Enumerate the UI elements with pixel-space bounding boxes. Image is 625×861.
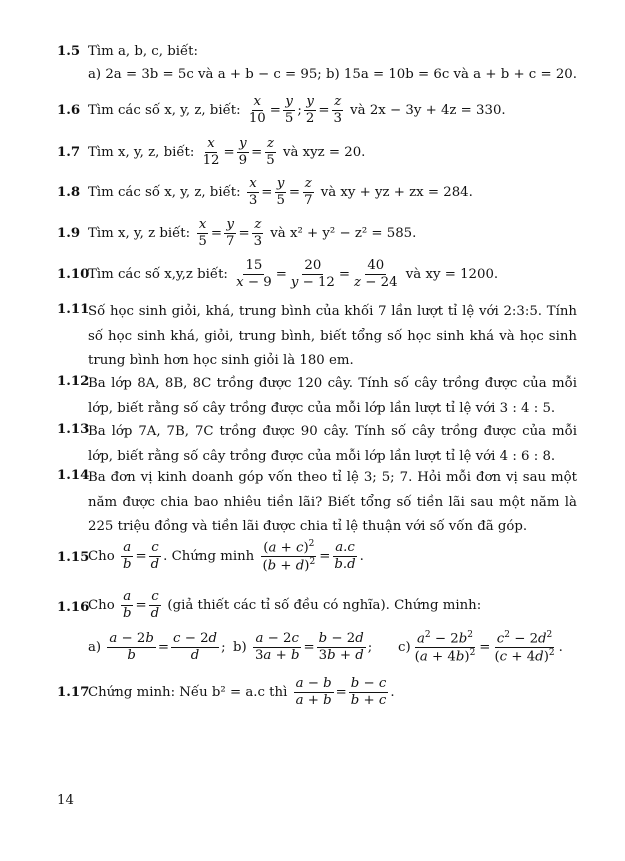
fraction: $\frac{c - 2d}{d}$ — [173, 631, 218, 664]
problem-number: 1.8 — [57, 185, 81, 200]
problem-text: Tìm các số x, y, z, biết: — [88, 102, 241, 118]
fraction: $\frac{y}{7}$ — [225, 217, 235, 249]
problem-number: 1.10 — [57, 267, 90, 282]
fraction: $\frac{a - 2b}{b}$ — [109, 631, 154, 664]
fraction: $\frac{z}{3}$ — [253, 217, 263, 249]
fraction: $\frac{y}{5}$ — [276, 176, 285, 208]
problem-body: Chứng minh: Nếu b² = a.c thì $\frac{a - b}{a + b}$ = $\frac{b - c}{b + c}$ . — [88, 676, 395, 708]
problem-number: 1.12 — [57, 374, 90, 389]
fraction: $\frac{z}{3}$ — [333, 94, 342, 126]
problem-body — [88, 44, 577, 82]
problem-condition: và x² + y² − z² = 585. — [270, 225, 417, 241]
problem-number: 1.7 — [57, 145, 81, 160]
problem-text: Tìm x, y, z biết: — [88, 225, 191, 241]
problem-number: 1.9 — [57, 226, 81, 241]
part-a: a) $\frac{a - 2b}{b}$ = $\frac{c - 2d}{d}$ ; — [88, 631, 226, 664]
problem-body: Cho $\frac{a}{b}$ = $\frac{c}{d}$ . Chứng minh $\frac{(a + c)^2}{(b + d)^2}$ = $\frac{a.c}{b.d}$ . — [88, 539, 364, 574]
fraction: $\frac{c}{d}$ — [150, 589, 160, 621]
part-c: c) $\frac{a^2 - 2b^2}{(a + 4b)^2}$ = $\frac{c^2 - 2d^2}{(c + 4d)^2}$ . — [398, 629, 563, 665]
problem-text: Tìm các số x, y, z, biết: — [88, 184, 241, 200]
problem-number: 1.6 — [57, 103, 81, 118]
problem-body: Tìm các số x, y, z, biết: $\frac{x}{3}$ = $\frac{y}{5}$ = $\frac{z}{7}$ và xy + yz + zx = 284. — [88, 176, 473, 208]
problem-text: Ba lớp 8A, 8B, 8C trồng được 120 cây. Tính số cây trồng được của mỗi lớp, biết rằng số cây trồng được của mỗi lớp lần lượt tỉ lệ với 3 : 4 : 5. — [88, 376, 577, 416]
problem-body: Cho $\frac{a}{b}$ = $\frac{c}{d}$ (giả thiết các tỉ số đều có nghĩa). Chứng minh: a) $\frac{a - 2b}{b}$ = $\frac{c - 2d}{d}$ ; b) $\frac{a - 2c}{3a + b}$ = $\frac{b - 2d}{3b + d}$ ; c) $\frac{a^2 - 2b^2}{(a + 4b)^2}$ = $\frac{c^2 - 2d^2}{(c + 4d)^2}$ . — [88, 589, 563, 665]
fraction: $\frac{b - 2d}{3b + d}$ — [318, 631, 364, 664]
fraction: $\frac{a - 2c}{3a + b}$ — [254, 631, 300, 664]
fraction: $\frac{20}{y - 12}$ — [290, 258, 335, 290]
problem-body: Tìm các số x,y,z biết: $\frac{15}{x - 9}$ = $\frac{20}{y - 12}$ = $\frac{40}{z - 24}$ và xy = 1200. — [88, 258, 499, 290]
fraction: $\frac{15}{x - 9}$ — [236, 258, 272, 290]
fraction: $\frac{a}{b}$ — [122, 540, 132, 573]
problem-condition: và xy + yz + zx = 284. — [320, 184, 473, 200]
fraction: $\frac{z}{5}$ — [266, 136, 275, 168]
fraction: $\frac{x}{5}$ — [198, 217, 207, 249]
fraction: $\frac{x}{3}$ — [248, 176, 258, 208]
problem-condition: và 2x − 3y + 4z = 330. — [350, 102, 506, 118]
problem-text: Chứng minh: Nếu b² = a.c thì — [88, 684, 288, 700]
problem-body: Tìm các số x, y, z, biết: $\frac{x}{10}$ = $\frac{y}{5}$ ; $\frac{y}{2}$ = $\frac{z}{3}$ và 2x − 3y + 4z = 330. — [88, 94, 506, 126]
page-number: 14 — [57, 793, 74, 808]
problem-text-prove: . Chứng minh — [163, 549, 255, 565]
fraction: $\frac{y}{2}$ — [305, 94, 315, 126]
part-b: b) 15a = 10b = 6c và a + b + c = 20. — [325, 67, 577, 82]
problem-number: 1.15 — [57, 550, 90, 565]
problem-number: 1.17 — [57, 685, 90, 700]
problem-body: Tìm x, y, z, biết: $\frac{x}{12}$ = $\frac{y}{9}$ = $\frac{z}{5}$ và xyz = 20. — [88, 136, 366, 168]
part-a: a) 2a = 3b = 5c và a + b − c = 95; — [88, 67, 322, 82]
fraction: $\frac{x}{10}$ — [248, 94, 266, 126]
fraction: $\frac{a^2 - 2b^2}{(a + 4b)^2}$ — [414, 629, 476, 665]
problem-text: Số học sinh giỏi, khá, trung bình của khối 7 lần lượt tỉ lệ với 2:3:5. Tính số học sinh khá, giỏi, trung bình, biết tổng số học sinh khá và học sinh trung bình hơn học sinh giỏi là 180 em. — [88, 304, 577, 368]
fraction: $\frac{a - b}{a + b}$ — [295, 676, 332, 708]
fraction: $\frac{z}{7}$ — [304, 176, 313, 208]
problem-text: Tìm các số x,y,z biết: — [88, 266, 228, 282]
problem-text: Cho — [88, 597, 115, 613]
part-b: b) $\frac{a - 2c}{3a + b}$ = $\frac{b - 2d}{3b + d}$ ; — [233, 631, 373, 664]
fraction: $\frac{b - c}{b + c}$ — [350, 676, 387, 708]
problem-body: Tìm x, y, z biết: $\frac{x}{5}$ = $\frac{y}{7}$ = $\frac{z}{3}$ và x² + y² − z² = 585. — [88, 217, 417, 249]
problem-condition: và xyz = 20. — [282, 144, 366, 160]
problem-number: 1.13 — [57, 422, 90, 437]
problem-number: 1.14 — [57, 468, 90, 483]
fraction: $\frac{(a + c)^2}{(b + d)^2}$ — [262, 539, 316, 574]
problem-condition: và xy = 1200. — [405, 266, 499, 282]
fraction: $\frac{40}{z - 24}$ — [354, 258, 398, 290]
fraction: $\frac{y}{9}$ — [238, 136, 248, 168]
problem-text: Ba đơn vị kinh doanh góp vốn theo tỉ lệ 3; 5; 7. Hỏi mỗi đơn vị sau một năm được chia bao nhiêu tiền lãi? Biết tổng số tiền lãi sau một năm là 225 triệu đồng và tiền lãi được chia tỉ lệ thuận với số vốn đã góp. — [88, 470, 577, 534]
problem-text: Tìm a, b, c, biết: — [88, 44, 198, 59]
problem-text: Ba lớp 7A, 7B, 7C trồng được 90 cây. Tính số cây trồng được của mỗi lớp, biết rằng số cây trồng được của mỗi lớp lần lượt tỉ lệ với 4 : 6 : 8. — [88, 424, 577, 464]
problem-number: 1.5 — [57, 44, 81, 59]
fraction: $\frac{x}{12}$ — [202, 136, 220, 168]
fraction: $\frac{a}{b}$ — [122, 589, 132, 621]
fraction: $\frac{c^2 - 2d^2}{(c + 4d)^2}$ — [494, 629, 555, 665]
fraction: $\frac{y}{5}$ — [284, 94, 294, 126]
problem-text: Cho — [88, 549, 115, 565]
problem-condition: (giả thiết các tỉ số đều có nghĩa). Chứng minh: — [167, 597, 482, 613]
fraction: $\frac{a.c}{b.d}$ — [334, 540, 356, 573]
problem-number: 1.16 — [57, 600, 90, 615]
problem-text: Tìm x, y, z, biết: — [88, 144, 195, 160]
problem-number: 1.11 — [57, 302, 90, 317]
fraction: $\frac{c}{d}$ — [150, 540, 160, 573]
